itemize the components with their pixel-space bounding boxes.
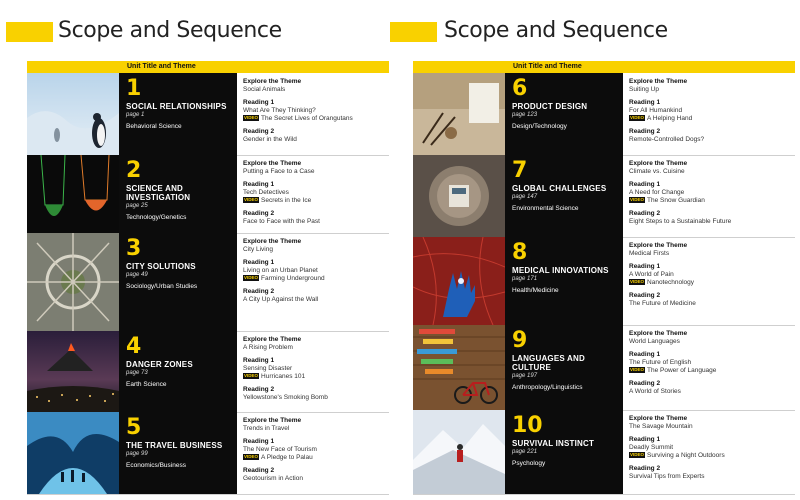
reading2-label: Reading 2 <box>243 128 275 135</box>
reading1-title: A World of Pain <box>629 271 674 278</box>
unit-number: 6 <box>512 76 528 101</box>
unit-theme: Anthropology/Linguistics <box>512 384 583 391</box>
unit-theme: Earth Science <box>126 381 167 388</box>
reading2-title: Survival Tips from Experts <box>629 473 705 480</box>
unit-page: page 123 <box>512 112 538 118</box>
reading1-title: Tech Detectives <box>243 189 289 196</box>
unit-readings <box>237 331 389 412</box>
reading1-title: A Need for Change <box>629 189 685 196</box>
video-badge: VIDEO <box>244 373 259 378</box>
unit-number: 10 <box>512 413 543 438</box>
reading1-label: Reading 1 <box>629 436 661 443</box>
reading1-label: Reading 1 <box>243 181 275 188</box>
reading2-title: Remote-Controlled Dogs? <box>629 136 705 143</box>
explore-label: Explore the Theme <box>629 78 688 85</box>
video-title: The Snow Guardian <box>647 197 705 204</box>
unit-theme: Environmental Science <box>512 205 579 212</box>
unit-theme: Behavioral Science <box>126 123 182 130</box>
explore-topic: World Languages <box>629 338 680 345</box>
unit-title-block <box>505 410 623 494</box>
unit-list <box>413 73 795 494</box>
video-badge: VIDEO <box>244 115 259 120</box>
unit-photo-mountain <box>413 410 505 494</box>
unit-title: DANGER ZONES <box>126 360 193 369</box>
explore-topic: Trends in Travel <box>243 425 290 432</box>
unit-number: 5 <box>126 415 142 440</box>
unit-number: 1 <box>126 76 142 101</box>
reading1-label: Reading 1 <box>629 351 661 358</box>
reading1-title: Deadly Summit <box>629 444 674 451</box>
video-badge: VIDEO <box>630 279 645 284</box>
video-badge: VIDEO <box>630 197 645 202</box>
unit-row[interactable] <box>27 331 389 413</box>
unit-title-block <box>119 155 237 233</box>
unit-number: 8 <box>512 240 528 265</box>
header-accent-tab <box>390 22 437 42</box>
video-badge: VIDEO <box>630 452 645 457</box>
reading2-label: Reading 2 <box>243 467 275 474</box>
video-title: Hurricanes 101 <box>261 373 306 380</box>
unit-photo-medical <box>413 237 505 325</box>
reading1-title: For All Humankind <box>629 107 683 114</box>
unit-photo-ice-cave <box>27 412 119 494</box>
reading1-title: Living on an Urban Planet <box>243 267 318 274</box>
unit-readings <box>623 410 795 494</box>
unit-page: page 221 <box>512 449 538 455</box>
unit-theme: Technology/Genetics <box>126 214 187 221</box>
reading2-label: Reading 2 <box>629 128 661 135</box>
unit-page: page 49 <box>126 272 148 278</box>
unit-readings <box>237 73 389 155</box>
unit-title-block <box>119 331 237 412</box>
explore-topic: Climate vs. Cuisine <box>629 168 685 175</box>
unit-page: page 25 <box>126 203 148 209</box>
unit-title-block <box>505 325 623 410</box>
reading1-title: The New Face of Tourism <box>243 446 317 453</box>
unit-title: GLOBAL CHALLENGES <box>512 184 607 193</box>
reading1-title: What Are They Thinking? <box>243 107 316 114</box>
unit-page: page 147 <box>512 194 538 200</box>
unit-title: LANGUAGES AND CULTURE <box>512 354 585 372</box>
video-badge: VIDEO <box>244 275 259 280</box>
unit-title-block <box>119 73 237 155</box>
unit-number: 3 <box>126 236 142 261</box>
unit-photo-languages <box>413 325 505 410</box>
page-title: Scope and Sequence <box>58 18 282 43</box>
unit-row[interactable] <box>413 410 795 495</box>
unit-readings <box>237 233 389 331</box>
unit-photo-investigation <box>27 155 119 233</box>
explore-label: Explore the Theme <box>243 160 302 167</box>
unit-theme: Psychology <box>512 460 546 467</box>
unit-title-block <box>505 155 623 237</box>
video-title: Farming Underground <box>261 275 325 282</box>
explore-topic: City Living <box>243 246 273 253</box>
unit-row[interactable] <box>413 325 795 411</box>
reading2-label: Reading 2 <box>629 465 661 472</box>
unit-photo-penguins <box>27 73 119 155</box>
unit-row[interactable] <box>413 155 795 238</box>
reading1-label: Reading 1 <box>243 438 275 445</box>
reading2-label: Reading 2 <box>243 386 275 393</box>
explore-topic: Social Animals <box>243 86 286 93</box>
reading1-title: The Future of English <box>629 359 692 366</box>
video-title: Surviving a Night Outdoors <box>647 452 725 459</box>
unit-number: 2 <box>126 158 142 183</box>
reading2-title: Eight Steps to a Sustainable Future <box>629 218 732 225</box>
unit-number: 4 <box>126 334 142 359</box>
video-badge: VIDEO <box>244 454 259 459</box>
column-header: Unit Title and Theme <box>27 61 389 73</box>
video-title: A Pledge to Palau <box>261 454 313 461</box>
unit-row[interactable] <box>413 237 795 326</box>
unit-theme: Design/Technology <box>512 123 567 130</box>
video-title: Nanotechnology <box>647 279 694 286</box>
page-title: Scope and Sequence <box>444 18 668 43</box>
unit-title: PRODUCT DESIGN <box>512 102 588 111</box>
explore-label: Explore the Theme <box>243 336 302 343</box>
unit-readings <box>623 155 795 237</box>
unit-readings <box>237 155 389 233</box>
unit-page: page 197 <box>512 373 538 379</box>
unit-readings <box>623 325 795 410</box>
explore-topic: Suiting Up <box>629 86 659 93</box>
explore-label: Explore the Theme <box>243 78 302 85</box>
unit-row[interactable] <box>27 233 389 332</box>
reading2-label: Reading 2 <box>629 210 661 217</box>
explore-label: Explore the Theme <box>243 417 302 424</box>
unit-number: 9 <box>512 328 528 353</box>
unit-readings <box>623 237 795 325</box>
unit-title-block <box>119 233 237 331</box>
video-badge: VIDEO <box>244 197 259 202</box>
unit-theme: Sociology/Urban Studies <box>126 283 198 290</box>
unit-title: SURVIVAL INSTINCT <box>512 439 595 448</box>
explore-label: Explore the Theme <box>629 330 688 337</box>
explore-label: Explore the Theme <box>629 415 688 422</box>
scope-page-left <box>0 0 390 500</box>
unit-row[interactable] <box>27 73 389 156</box>
reading2-title: Geotourism in Action <box>243 475 303 482</box>
reading2-title: A World of Stories <box>629 388 681 395</box>
reading1-title: Sensing Disaster <box>243 365 293 372</box>
video-badge: VIDEO <box>630 115 645 120</box>
unit-readings <box>623 73 795 155</box>
unit-theme: Health/Medicine <box>512 287 559 294</box>
header-accent-tab <box>6 22 53 42</box>
reading1-label: Reading 1 <box>243 99 275 106</box>
unit-title: CITY SOLUTIONS <box>126 262 196 271</box>
unit-list <box>27 73 389 494</box>
reading2-label: Reading 2 <box>629 380 661 387</box>
unit-row[interactable] <box>27 412 389 495</box>
reading2-label: Reading 2 <box>629 292 661 299</box>
reading2-label: Reading 2 <box>243 288 275 295</box>
unit-page: page 171 <box>512 276 538 282</box>
reading2-title: Yellowstone's Smoking Bomb <box>243 394 328 401</box>
video-title: The Secret Lives of Orangutans <box>261 115 353 122</box>
reading2-title: A City Up Against the Wall <box>243 296 319 303</box>
explore-label: Explore the Theme <box>243 238 302 245</box>
video-title: Secrets in the Ice <box>261 197 312 204</box>
unit-photo-volcano <box>27 331 119 412</box>
unit-readings <box>237 412 389 494</box>
reading2-title: The Future of Medicine <box>629 300 696 307</box>
unit-theme: Economics/Business <box>126 462 186 469</box>
reading1-label: Reading 1 <box>629 263 661 270</box>
explore-label: Explore the Theme <box>629 242 688 249</box>
unit-title-block <box>119 412 237 494</box>
unit-title: MEDICAL INNOVATIONS <box>512 266 609 275</box>
reading1-label: Reading 1 <box>629 181 661 188</box>
reading1-label: Reading 1 <box>629 99 661 106</box>
reading2-label: Reading 2 <box>243 210 275 217</box>
unit-page: page 1 <box>126 112 145 118</box>
video-title: The Power of Language <box>647 367 717 374</box>
reading2-title: Face to Face with the Past <box>243 218 320 225</box>
column-header: Unit Title and Theme <box>413 61 795 73</box>
unit-title: THE TRAVEL BUSINESS <box>126 441 223 450</box>
unit-title-block <box>505 73 623 155</box>
reading1-label: Reading 1 <box>243 357 275 364</box>
unit-title: SOCIAL RELATIONSHIPS <box>126 102 227 111</box>
unit-page: page 73 <box>126 370 148 376</box>
unit-row[interactable] <box>413 73 795 156</box>
reading1-label: Reading 1 <box>243 259 275 266</box>
unit-row[interactable] <box>27 155 389 234</box>
reading2-title: Gender in the Wild <box>243 136 297 143</box>
explore-topic: The Savage Mountain <box>629 423 693 430</box>
explore-topic: Putting a Face to a Case <box>243 168 315 175</box>
video-badge: VIDEO <box>630 367 645 372</box>
unit-photo-global <box>413 155 505 237</box>
explore-label: Explore the Theme <box>629 160 688 167</box>
unit-photo-design <box>413 73 505 155</box>
unit-title: SCIENCE AND INVESTIGATION <box>126 184 191 202</box>
explore-topic: Medical Firsts <box>629 250 670 257</box>
explore-topic: A Rising Problem <box>243 344 293 351</box>
scope-page-right <box>395 0 800 500</box>
unit-page: page 99 <box>126 451 148 457</box>
unit-photo-city <box>27 233 119 331</box>
unit-title-block <box>505 237 623 325</box>
video-title: A Helping Hand <box>647 115 693 122</box>
unit-number: 7 <box>512 158 528 183</box>
